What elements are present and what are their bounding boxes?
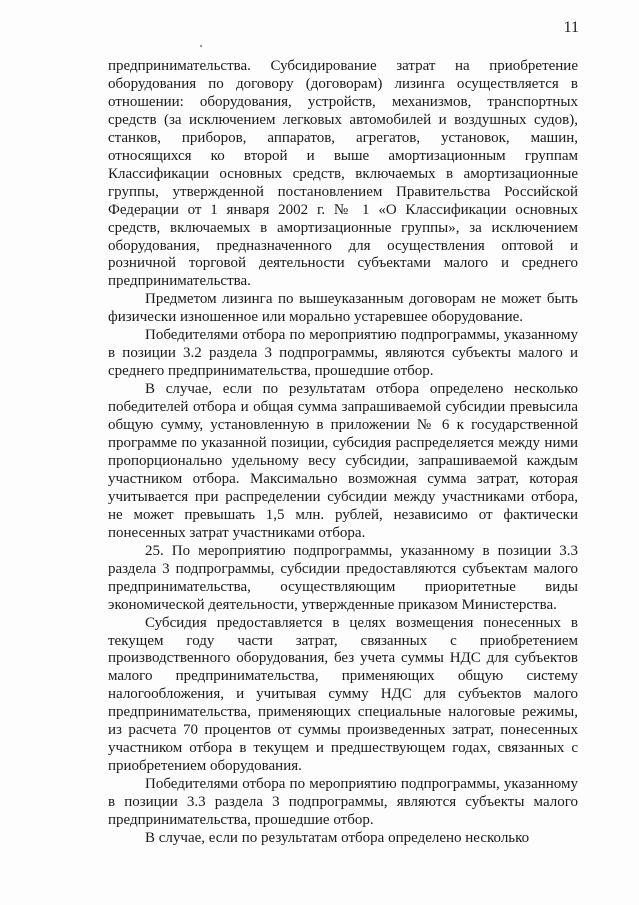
paragraph-distribution-3-2: В случае, если по результатам отбора определено несколько победителей отбора и общая сумма запрашиваемой субсидии превысила общую сумму, установленную в приложении № 6 к государственной программе по указанной позиции, субсидия распределяется между ними пропорционально удельному весу субсидии, запрашиваемой каждым участником отбора. Максимально возможная сумма затрат, которая учитывается при распределении субсидии между участниками отбора, не может превышать 1,5 млн. рублей, независимо от фактически понесенных затрат участниками отбора. — [108, 381, 578, 541]
scan-artifact-dot — [200, 45, 202, 47]
paragraph-winners-3-3: Победителями отбора по мероприятию подпрограммы, указанному в позиции 3.3 раздела 3 подпрограммы, являются субъекты малого предпринимательства, прошедшие отбор. — [108, 776, 578, 829]
page-number: 11 — [563, 19, 579, 36]
paragraph-continuation: предпринимательства. Субсидирование затрат на приобретение оборудования по договору (договорам) лизинга осуществляется в отношении: оборудования, устройств, механизмов, транспортных средств (за исключением легковых автомобилей и воздушных судов), станков, приборов, аппаратов, агрегатов, установок, машин, относящихся ко второй и выше амортизационным группам Классификации основных средств, включаемых в амортизационные группы, утвержденной постановлением Правительства Российской Федерации от 1 января 2002 г. № 1 «О Классификации основных средств, включаемых в амортизационные группы», за исключением оборудования, предназначенного для осуществления оптовой и розничной торговой деятельности субъектами малого и среднего предпринимательства. — [108, 58, 578, 290]
paragraph-item-25: 25. По мероприятию подпрограммы, указанному в позиции 3.3 раздела 3 подпрограммы, субсидии предоставляются субъектам малого предпринимательства, осуществляющим приоритетные виды экономической деятельности, утвержденные приказом Министерства. — [108, 542, 578, 613]
paragraph-leasing-subject: Предметом лизинга по вышеуказанным договорам не может быть физически изношенное или морально устаревшее оборудование. — [108, 291, 578, 326]
paragraph-subsidy-purpose: Субсидия предоставляется в целях возмещения понесенных в текущем году части затрат, связанных с приобретением производственного оборудования, без учета суммы НДС для субъектов малого предпринимательства, применяющих общую систему налогообложения, и учитывая сумму НДС для субъектов малого предпринимательства, применяющих специальные налоговые режимы, из расчета 70 процентов от суммы произведенных затрат, понесенных участником отбора в текущем и предшествующем годах, связанных с приобретением оборудования. — [108, 614, 578, 775]
paragraph-distribution-3-3: В случае, если по результатам отбора определено несколько — [145, 829, 530, 846]
paragraph-winners-3-2: Победителями отбора по мероприятию подпрограммы, указанному в позиции 3.2 раздела 3 подпрограммы, являются субъекты малого и среднего предпринимательства, прошедшие отбор. — [108, 327, 578, 380]
body-text — [108, 58, 578, 848]
